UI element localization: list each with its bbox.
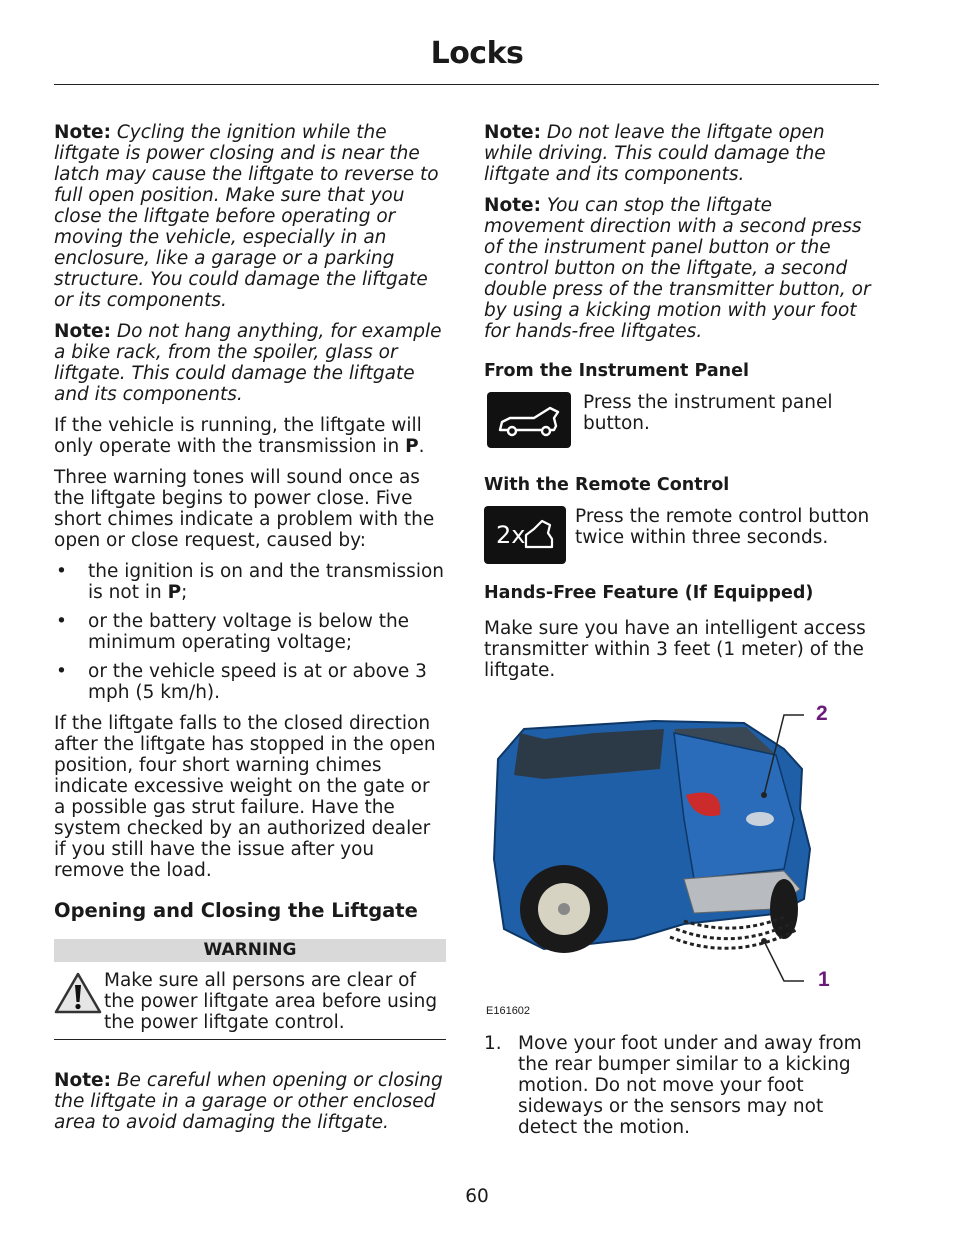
callout-2: 2 bbox=[816, 702, 828, 725]
bullet-dot: • bbox=[56, 661, 67, 682]
step-text: Move your foot under and away from the rear bumper similar to a kicking motion. Do not move your foot sideways or the sensors may not detect the motion. bbox=[518, 1033, 862, 1138]
instrument-panel-row bbox=[484, 392, 876, 448]
note-do-not-leave-open bbox=[484, 122, 876, 185]
remote-icon-label: 2x bbox=[496, 521, 526, 549]
list-item bbox=[54, 611, 446, 653]
gear-p: P bbox=[405, 436, 419, 457]
liftgate-icon bbox=[487, 392, 571, 448]
warning-heading: WARNING bbox=[54, 939, 446, 962]
section-heading: Opening and Closing the Liftgate bbox=[54, 899, 418, 922]
hands-free-figure bbox=[484, 699, 876, 1019]
header-rule bbox=[54, 84, 879, 85]
step-number: 1. bbox=[484, 1033, 502, 1054]
subheading-hands-free: Hands-Free Feature (If Equipped) bbox=[484, 583, 814, 603]
note-stop-movement bbox=[484, 195, 876, 342]
note-text: Do not leave the liftgate open while driving. This could damage the liftgate and its components. bbox=[484, 122, 826, 185]
page-number: 60 bbox=[465, 1186, 489, 1207]
paragraph-hands-free: Make sure you have an intelligent access transmitter within 3 feet (1 meter) of the liftgate. bbox=[484, 618, 866, 681]
note-do-not-hang bbox=[54, 321, 446, 405]
page-title: Locks bbox=[430, 36, 524, 71]
subheading-remote-control: With the Remote Control bbox=[484, 475, 730, 495]
warning-triangle-icon bbox=[54, 970, 104, 1019]
note-text: Do not hang anything, for example a bike rack, from the spoiler, glass or liftgate. This could damage the liftgate and its components. bbox=[54, 321, 442, 405]
remote-liftgate-icon bbox=[484, 506, 566, 564]
list-item-text: or the battery voltage is below the minimum operating voltage; bbox=[88, 611, 410, 653]
note-label: Note: bbox=[54, 122, 111, 143]
note-text: Be careful when opening or closing the liftgate in a garage or other enclosed area to avoid damaging the liftgate. bbox=[54, 1070, 443, 1133]
figure-code: E161602 bbox=[486, 1005, 531, 1017]
note-careful-garage bbox=[54, 1070, 446, 1133]
callout-1: 1 bbox=[818, 968, 830, 991]
right-column bbox=[484, 122, 876, 1138]
list-item bbox=[54, 661, 446, 703]
subheading-instrument-panel: From the Instrument Panel bbox=[484, 361, 749, 381]
note-text: Cycling the ignition while the liftgate is power closing and is near the latch may cause the liftgate to reverse to full open position. Make sure that you close the liftgate before operating or moving the vehicle, especially in an enclosure, like a garage or a parking structure. You could damage the liftgate or its components. bbox=[54, 122, 439, 311]
cause-list bbox=[54, 561, 446, 703]
bullet-dot: • bbox=[56, 561, 67, 582]
note-label: Note: bbox=[484, 122, 541, 143]
punctuation: ; bbox=[181, 582, 188, 603]
remote-control-text: Press the remote control button twice within three seconds. bbox=[575, 506, 870, 548]
note-label: Note: bbox=[484, 195, 541, 216]
list-item-text: or the vehicle speed is at or above 3 mph (5 km/h). bbox=[88, 661, 427, 703]
step-list bbox=[484, 1033, 876, 1138]
gear-p: P bbox=[167, 582, 182, 603]
paragraph-running bbox=[54, 415, 446, 457]
note-cycling-ignition bbox=[54, 122, 446, 311]
bullet-dot: • bbox=[56, 611, 67, 632]
note-label: Note: bbox=[54, 321, 111, 342]
instrument-panel-text: Press the instrument panel button. bbox=[583, 392, 833, 434]
remote-control-row bbox=[484, 506, 876, 564]
warning-box bbox=[54, 970, 446, 1040]
paragraph-liftgate-falls: If the liftgate falls to the closed direction after the liftgate has stopped in the open position, four short warning chimes indicate excessive weight on the gate or a possible gas strut failure. Have the system checked by an authorized dealer if you still have the issue after you remove the load. bbox=[54, 713, 436, 881]
list-item-text: the ignition is on and the transmission is not in bbox=[88, 561, 444, 603]
paragraph-text: If the vehicle is running, the liftgate will only operate with the transmission in bbox=[54, 415, 422, 457]
paragraph-warning-tones: Three warning tones will sound once as the liftgate begins to power close. Five short chimes indicate a problem with the open or close request, caused by: bbox=[54, 467, 435, 551]
left-column bbox=[54, 122, 446, 1143]
note-text: You can stop the liftgate movement direction with a second press of the instrument panel button or the control button on the liftgate, a second double press of the transmitter button, or by using a kicking motion with your foot for hands-free liftgates. bbox=[484, 195, 871, 342]
note-label: Note: bbox=[54, 1070, 111, 1091]
list-item bbox=[54, 561, 446, 603]
punctuation: . bbox=[418, 436, 425, 457]
warning-text: Make sure all persons are clear of the power liftgate area before using the power liftgate control. bbox=[104, 970, 438, 1033]
list-item bbox=[484, 1033, 876, 1138]
